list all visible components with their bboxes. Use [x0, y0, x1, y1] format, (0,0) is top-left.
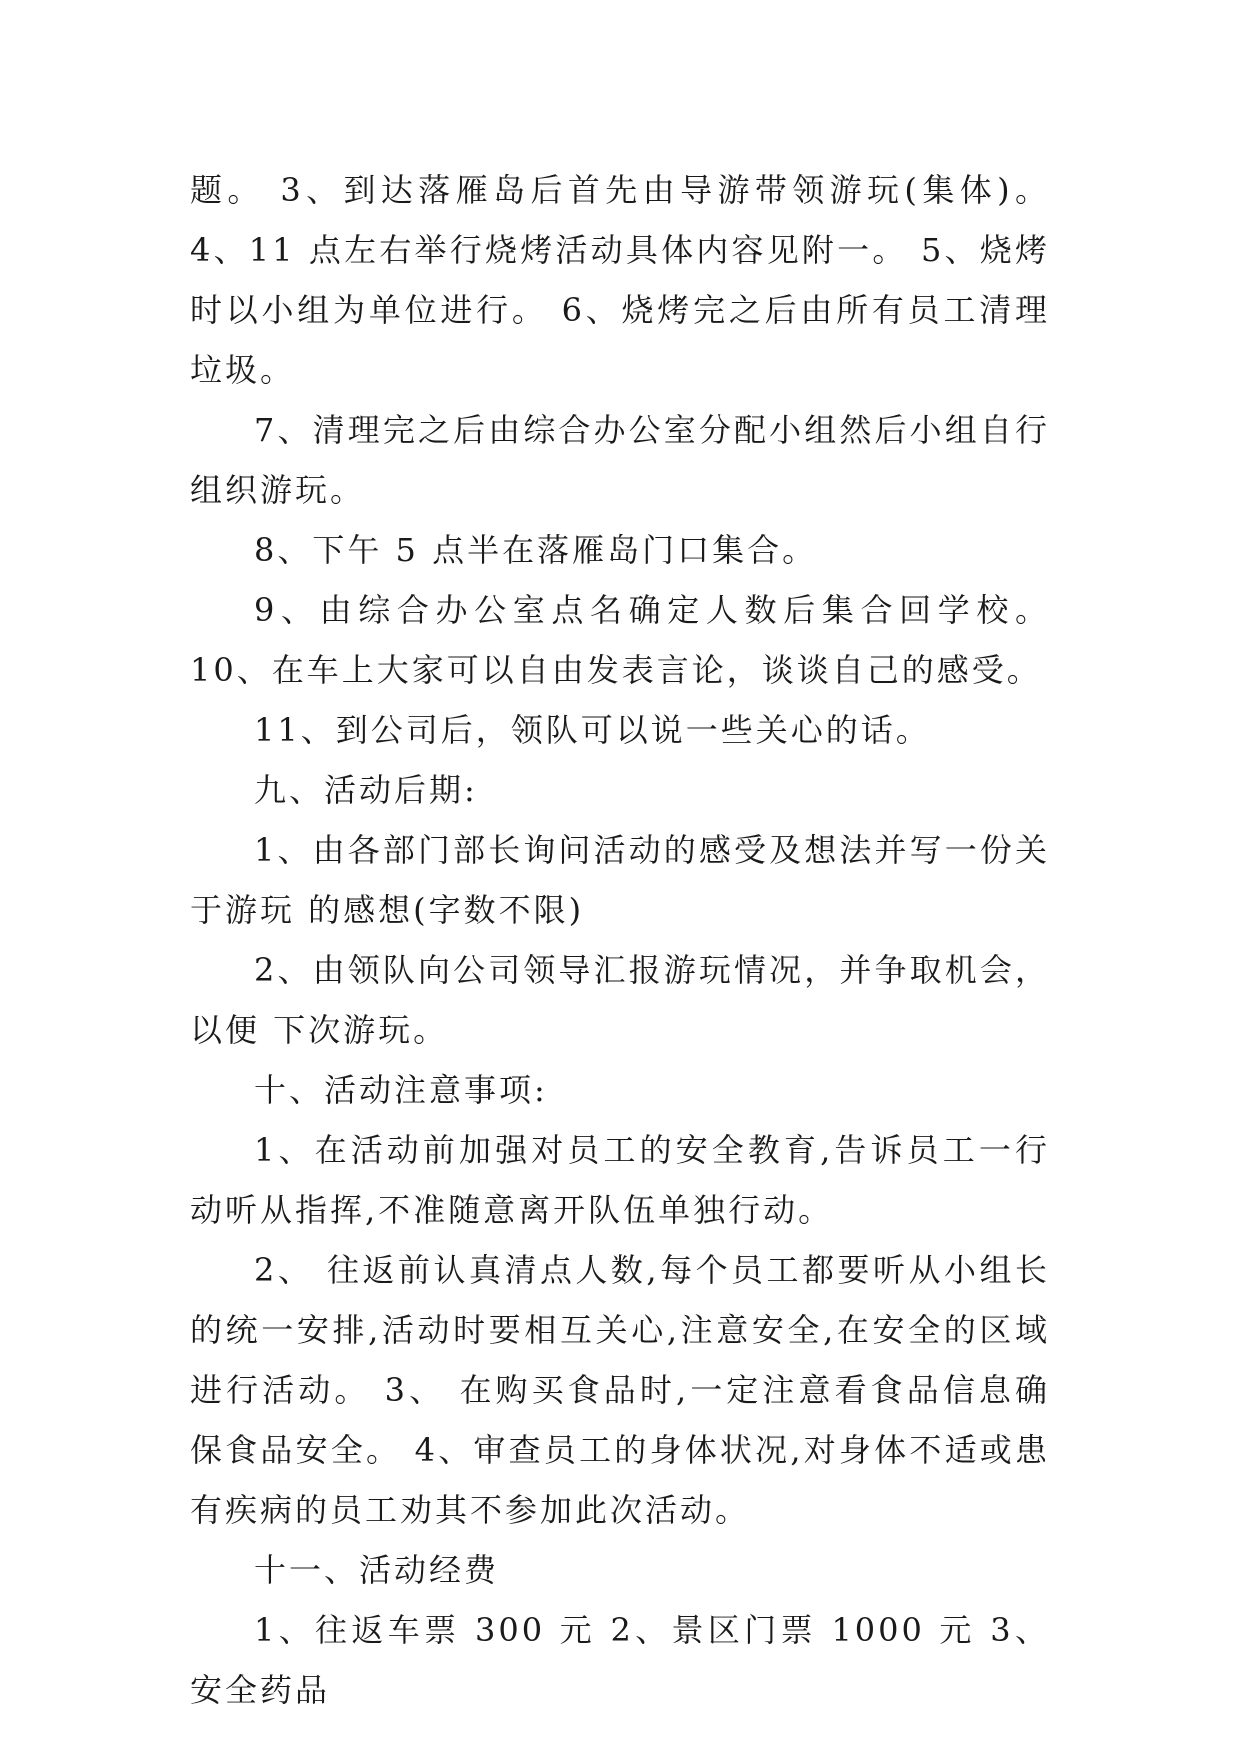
document-body — [190, 160, 1050, 1720]
paragraph-precaution-1: 1、在活动前加强对员工的安全教育,告诉员工一行动听从指挥,不准随意离开队伍单独行动。 — [190, 1131, 1050, 1229]
paragraph-step-7: 7、清理完之后由综合办公室分配小组然后小组自行组织游玩。 — [190, 411, 1050, 509]
paragraph-precautions-2-4: 2、 往返前认真清点人数,每个员工都要听从小组长的统一安排,活动时要相互关心,注意安全,在安全的区域进行活动。 3、 在购买食品时,一定注意看食品信息确保食品安全。 4、审查员工的身体状况,对身体不适或患有疾病的员工劝其不参加此次活动。 — [190, 1251, 1050, 1529]
paragraph-step-11: 11、到公司后，领队可以说一些关心的话。 — [254, 711, 931, 749]
paragraph-budget-items: 1、往返车票 300 元 2、景区门票 1000 元 3、安全药品 — [190, 1611, 1050, 1709]
section-heading-post-activity: 九、活动后期: — [254, 771, 478, 809]
paragraph-schedule-steps-3-6: 题。 3、到达落雁岛后首先由导游带领游玩(集体)。 4、11 点左右举行烧烤活动具体内容见附一。 5、烧烤时以小组为单位进行。 6、烧烤完之后由所有员工清理垃圾。 — [190, 171, 1050, 389]
paragraph-step-8: 8、下午 5 点半在落雁岛门口集合。 — [254, 531, 818, 569]
paragraph-steps-9-10: 9、由综合办公室点名确定人数后集合回学校。 10、在车上大家可以自由发表言论，谈谈自己的感受。 — [190, 591, 1050, 689]
section-heading-precautions: 十、活动注意事项: — [254, 1071, 548, 1109]
paragraph-post-activity-1: 1、由各部门部长询问活动的感受及想法并写一份关于游玩 的感想(字数不限) — [190, 831, 1050, 929]
section-heading-budget: 十一、活动经费 — [254, 1551, 500, 1589]
paragraph-post-activity-2: 2、由领队向公司领导汇报游玩情况，并争取机会，以便 下次游玩。 — [190, 951, 1050, 1049]
